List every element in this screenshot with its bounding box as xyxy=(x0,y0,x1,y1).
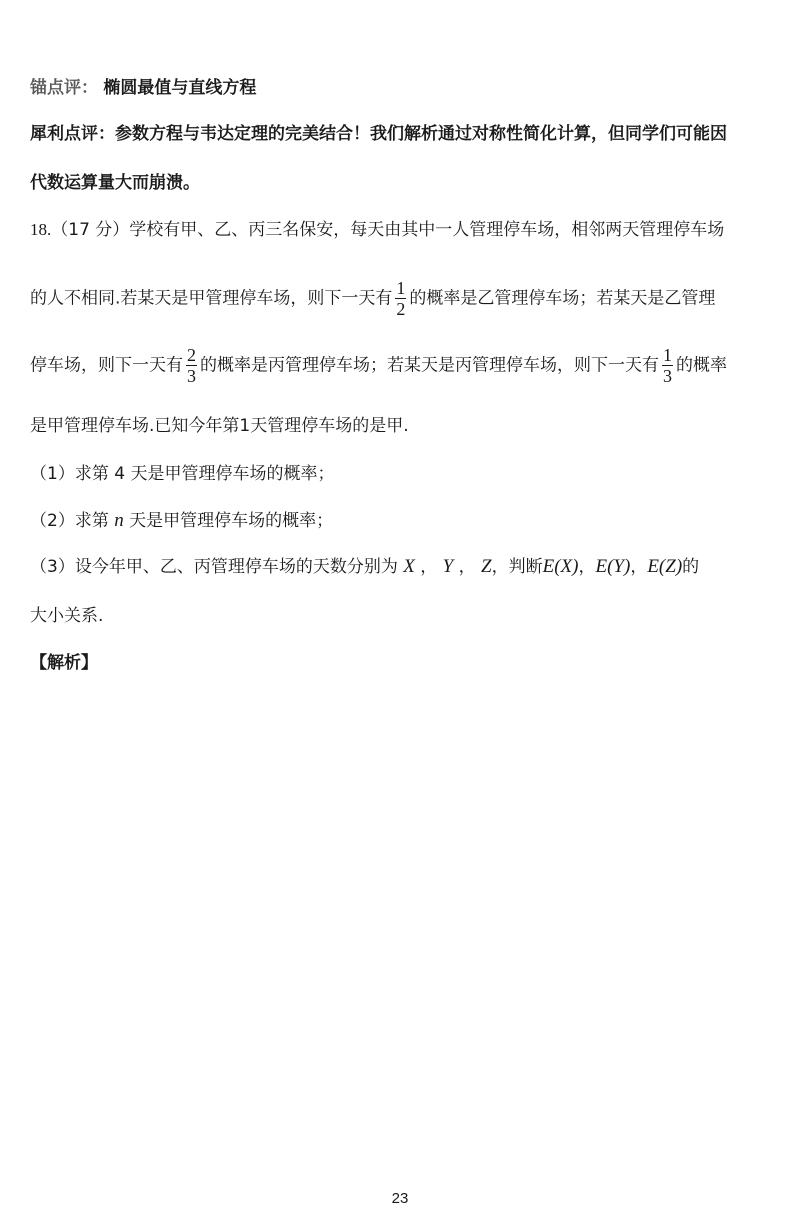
comment-text-1: 参数方程与韦达定理的完美结合！我们解析通过对称性简化计算，但同学们可能因 xyxy=(115,124,727,144)
problem-line-2 xyxy=(30,278,776,319)
frac3-numerator: 1 xyxy=(663,345,672,365)
page-number: 23 xyxy=(391,1190,409,1207)
problem-text-1: 学校有甲、乙、丙三名保安，每天由其中一人管理停车场，相邻两天管理停车场 xyxy=(129,220,725,240)
expect-EX: E(X) xyxy=(542,556,579,577)
comment-label: 犀利点评： xyxy=(30,124,115,144)
expect-EZ: E(Z) xyxy=(647,556,683,577)
question-1-text: （1）求第 4 天是甲管理停车场的概率； xyxy=(30,464,335,484)
comment-line-2 xyxy=(30,171,776,195)
problem-text-4: 是甲管理停车场.已知今年第1天管理停车场的是甲. xyxy=(30,416,409,436)
question-2-text-b: 天是甲管理停车场的概率； xyxy=(129,511,334,531)
frac2-numerator: 2 xyxy=(187,345,196,365)
problem-line-3 xyxy=(30,345,776,386)
problem-number: 18. xyxy=(30,220,52,239)
question-3: （3）设今年甲、乙、丙管理停车场的天数分别为 X ， Y ， Z，判断E(X)，E(Y)，E(Z)的 xyxy=(30,556,700,577)
problem-score: （17 分） xyxy=(51,220,130,240)
expect-EY: E(Y) xyxy=(595,556,631,577)
question-3-text-a: （3）设今年甲、乙、丙管理停车场的天数分别为 xyxy=(30,557,398,577)
question-3-line-2 xyxy=(30,604,776,628)
comment-line-1 xyxy=(30,122,776,146)
fraction-one-half xyxy=(395,278,406,319)
tag-text: 椭圆最值与直线方程 xyxy=(103,78,257,98)
analysis-heading xyxy=(30,651,776,675)
tag-label: 锚点评： xyxy=(30,78,98,98)
analysis-label: 【解析】 xyxy=(30,653,98,673)
question-1 xyxy=(30,462,776,486)
question-3-text-d: 大小关系. xyxy=(30,606,104,626)
problem-text-2b: 的概率是乙管理停车场；若某天是乙管理 xyxy=(409,288,716,309)
problem-text-3c: 的概率 xyxy=(676,355,727,376)
var-Z: Z xyxy=(481,556,492,577)
question-3-text-b: ，判断 xyxy=(491,557,543,577)
problem-line-4 xyxy=(30,414,776,438)
comment-text-2: 代数运算量大而崩溃。 xyxy=(30,173,200,193)
problem-line-1 xyxy=(30,218,776,242)
tag-line xyxy=(30,76,776,100)
question-3-text-c: 的 xyxy=(682,557,700,577)
problem-text-3a: 停车场，则下一天有 xyxy=(30,355,183,376)
var-X: X xyxy=(403,556,415,577)
question-2 xyxy=(30,509,776,533)
frac3-denominator: 3 xyxy=(663,366,672,386)
question-2-text-a: （2）求第 xyxy=(30,511,109,531)
fraction-one-third xyxy=(662,345,673,386)
frac2-denominator: 3 xyxy=(187,366,196,386)
var-Y: Y xyxy=(442,556,454,577)
frac1-denominator: 2 xyxy=(396,299,406,319)
problem-text-2a: 的人不相同.若某天是甲管理停车场，则下一天有 xyxy=(30,288,393,309)
question-2-variable: n xyxy=(114,510,124,531)
frac1-numerator: 1 xyxy=(396,278,406,298)
problem-text-3b: 的概率是丙管理停车场；若某天是丙管理停车场，则下一天有 xyxy=(200,355,659,376)
fraction-two-thirds xyxy=(186,345,197,386)
